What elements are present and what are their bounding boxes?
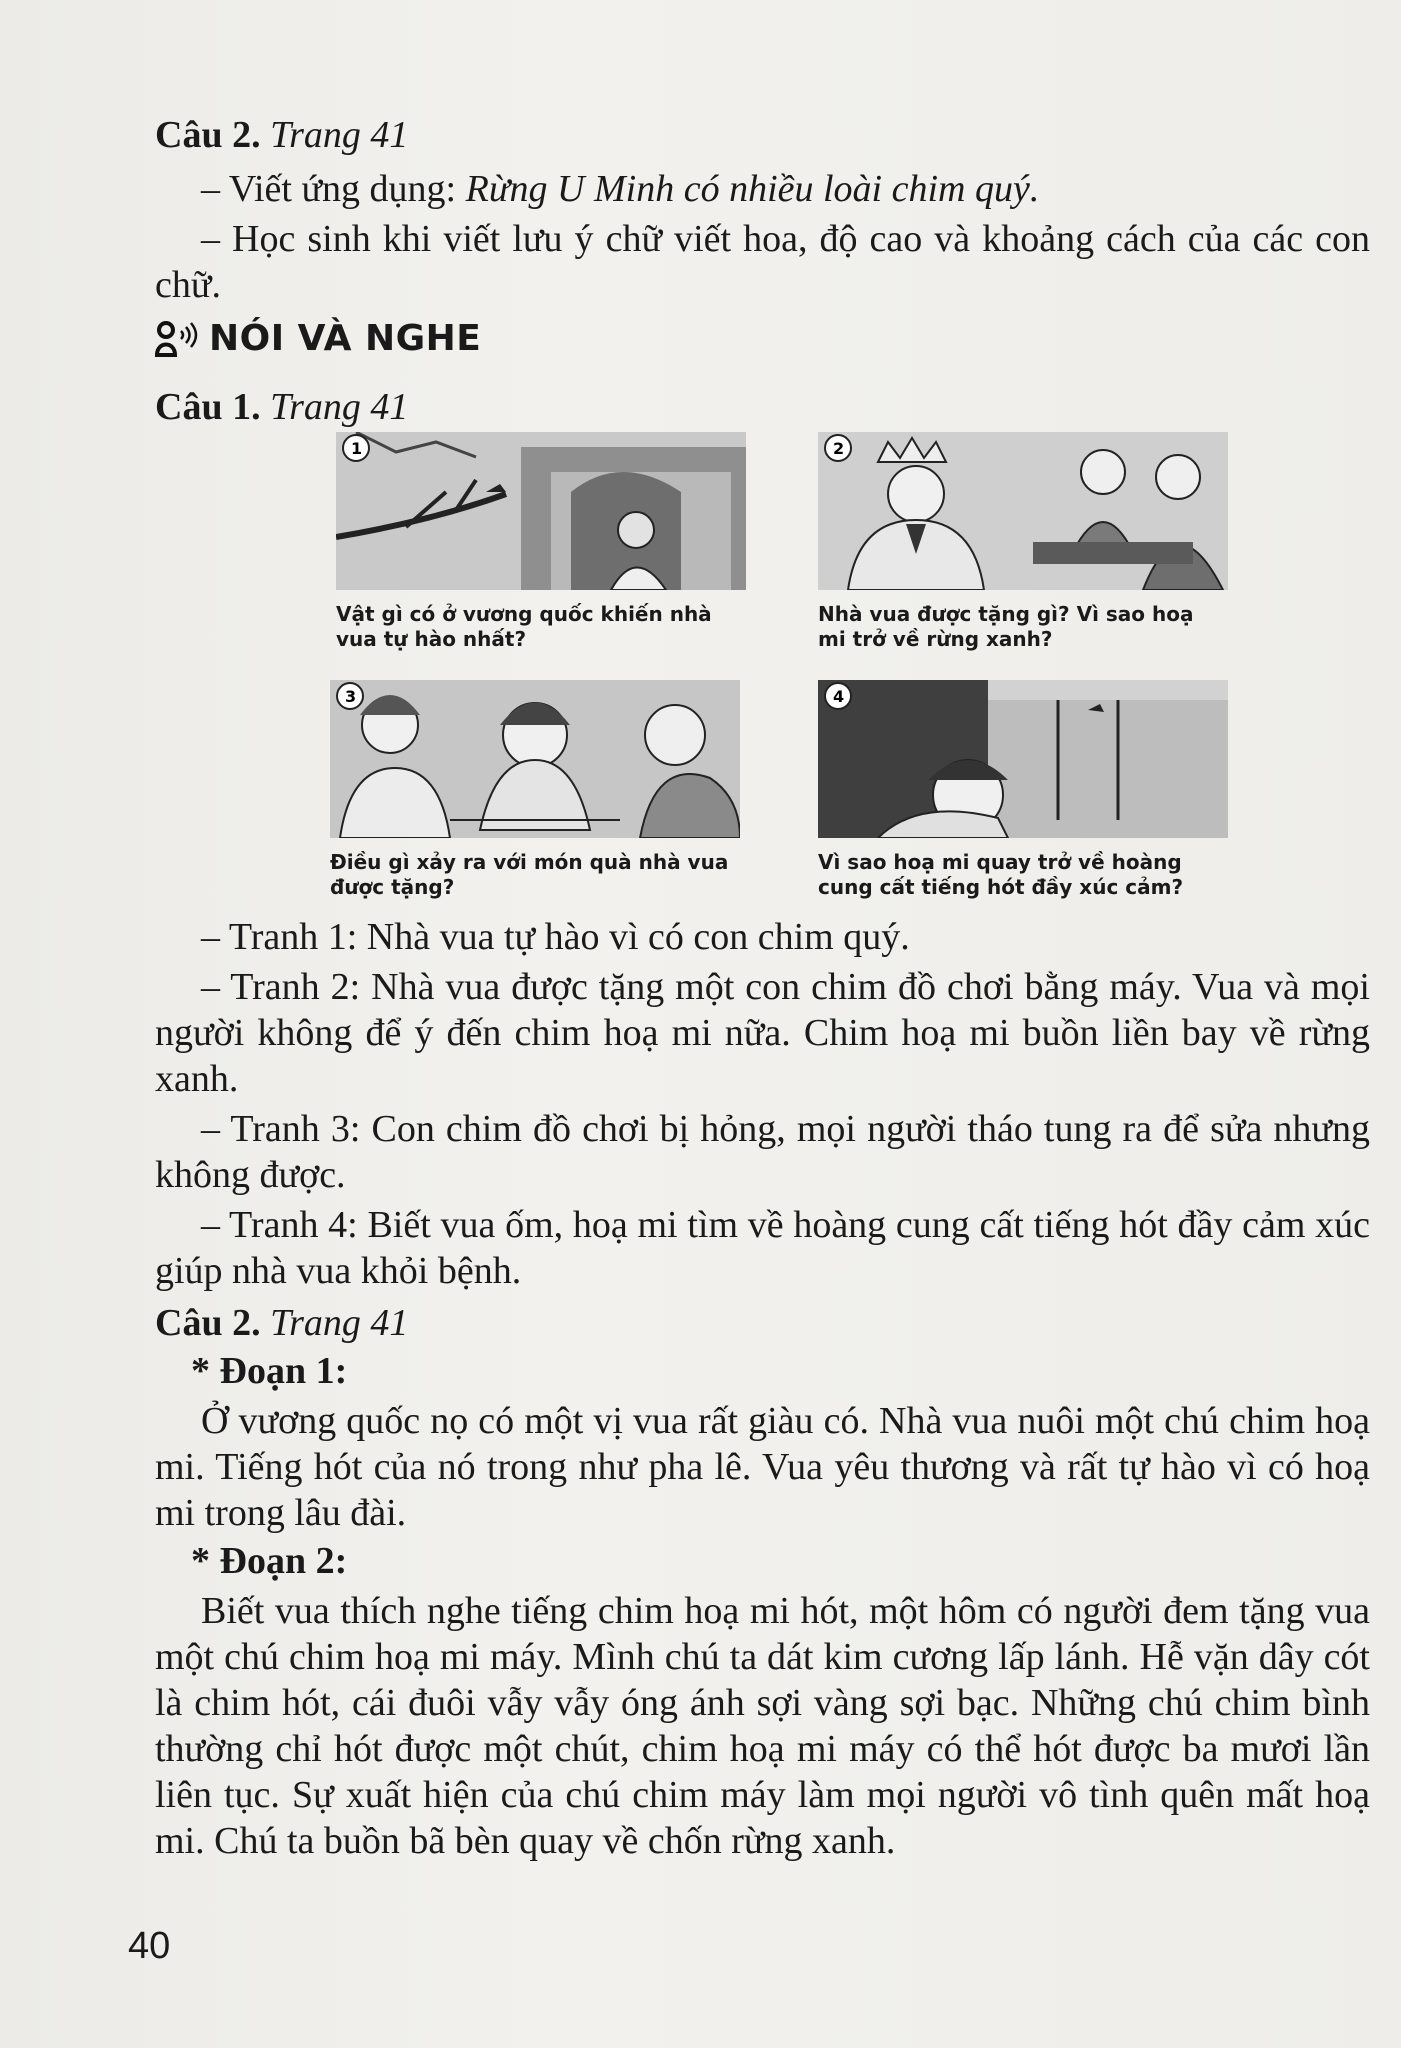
picture-panel-3 <box>330 680 740 900</box>
section-title: NÓI VÀ NGHE <box>209 318 482 359</box>
illustration-3 <box>330 680 740 838</box>
doan1-text: Ở vương quốc nọ có một vị vua rất giàu có. Nhà vua nuôi một chú chim hoạ mi. Tiếng hót của nó trong như pha lê. Vua yêu thương và rất tự hào vì có hoạ mi trong lâu đài. <box>155 1400 1370 1534</box>
cau2-heading: Câu 2. Trang 41 <box>155 114 409 156</box>
picture-panel-2 <box>818 432 1228 652</box>
answer-tranh-2: – Tranh 2: Nhà vua được tặng một con chim đồ chơi bằng máy. Vua và mọi người không để ý đến chim hoạ mi nữa. Chim hoạ mi buồn liền bay về rừng xanh. <box>155 966 1370 1100</box>
picture-number-2: 2 <box>833 439 845 458</box>
picture-caption-3: Điều gì xảy ra với món quà nhà vua được tặng? <box>330 850 729 899</box>
cau2-bottom-heading: Câu 2. Trang 41 <box>155 1302 409 1344</box>
answer-tranh-1: – Tranh 1: Nhà vua tự hào vì có con chim quý. <box>201 916 910 958</box>
writing-line-2: – Học sinh khi viết lưu ý chữ viết hoa, độ cao và khoảng cách của các con chữ. <box>155 218 1370 306</box>
cau1-heading-wrap <box>155 384 1370 430</box>
illustration-4 <box>818 680 1228 838</box>
doan1-title: * Đoạn 1: <box>191 1350 348 1392</box>
picture-grid <box>330 432 1260 912</box>
illustration-2 <box>818 432 1228 590</box>
cau1-heading: Câu 1. Trang 41 <box>155 386 409 428</box>
picture-caption-4: Vì sao hoạ mi quay trở về hoàng cung cất tiếng hót đầy xúc cảm? <box>818 850 1184 899</box>
speaker-icon <box>155 319 199 359</box>
picture-number-3: 3 <box>345 687 357 706</box>
writing-section <box>155 112 1370 308</box>
section-header <box>155 318 1370 359</box>
picture-caption-1: Vật gì có ở vương quốc khiến nhà vua tự hào nhất? <box>336 602 712 651</box>
page-number: 40 <box>128 1925 171 1967</box>
picture-caption-2: Nhà vua được tặng gì? Vì sao hoạ mi trở về rừng xanh? <box>818 602 1194 651</box>
picture-panel-4 <box>818 680 1228 900</box>
doan2-title: * Đoạn 2: <box>191 1540 348 1582</box>
answer-tranh-4: – Tranh 4: Biết vua ốm, hoạ mi tìm về hoàng cung cất tiếng hót đầy cảm xúc giúp nhà vua khỏi bệnh. <box>155 1204 1370 1292</box>
doan2-text: Biết vua thích nghe tiếng chim hoạ mi hót, một hôm có người đem tặng vua một chú chim hoạ mi máy. Mình chú ta dát kim cương lấp lánh. Hễ vặn dây cót là chim hót, cái đuôi vẫy vẫy óng ánh sợi vàng sợi bạc. Những chú chim bình thường chỉ hót được một chút, chim hoạ mi máy có thể hót được ba mươi lần liên tục. Sự xuất hiện của chú chim máy làm mọi người vô tình quên mất hoạ mi. Chú ta buồn bã bèn quay về chốn rừng xanh. <box>155 1590 1370 1862</box>
writing-line-1: – Viết ứng dụng: Rừng U Minh có nhiều loài chim quý. <box>201 168 1040 210</box>
picture-panel-1 <box>336 432 746 652</box>
answer-tranh-3: – Tranh 3: Con chim đồ chơi bị hỏng, mọi người tháo tung ra để sửa nhưng không được. <box>155 1108 1370 1196</box>
picture-number-4: 4 <box>833 687 845 706</box>
picture-number-1: 1 <box>351 439 363 458</box>
illustration-1 <box>336 432 746 590</box>
answers-section <box>155 914 1370 1864</box>
